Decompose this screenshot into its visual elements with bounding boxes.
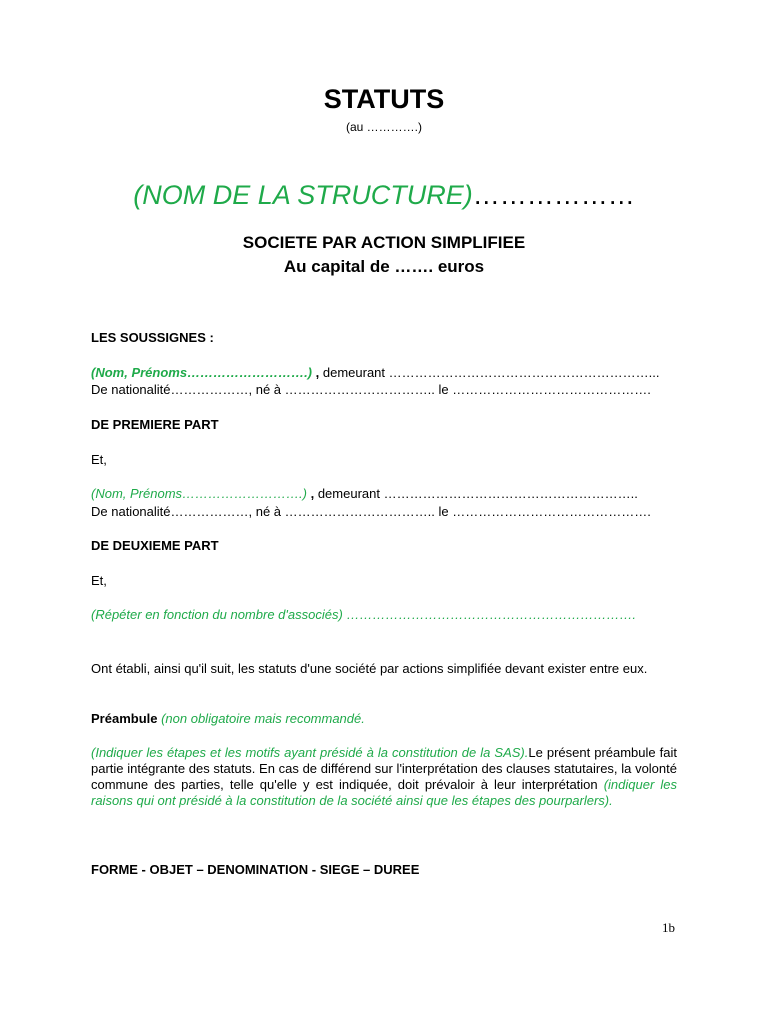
established-paragraph: Ont établi, ainsi qu'il suit, les statuts d'une société par actions simplifiée devant exister entre eux.: [91, 661, 648, 676]
page-number: 1b: [662, 920, 675, 935]
first-signatory-nationality: De nationalité………………, né à …………………………….. le ……………………………………….: [91, 382, 651, 397]
preamble-text: Le présent préambule fait partie intégrante des statuts. En cas de différend sur l'interprétation des clauses statutaires, la volonté commune des parties, telle qu'elle y est indiquée, doit prévaloir à leur interprétation: [91, 745, 677, 792]
first-signatory-comma: ,: [312, 365, 320, 380]
second-signatory-nationality: De nationalité………………, né à …………………………….. le ……………………………………….: [91, 504, 651, 519]
repeat-associates-note: (Répéter en fonction du nombre d'associés) ………………………………………………………….: [91, 607, 637, 622]
section-heading: FORME - OBJET – DENOMINATION - SIEGE – DUREE: [91, 862, 420, 877]
first-signatory-residence: demeurant ……………………………………………………...: [319, 365, 660, 380]
document-title: STATUTS: [323, 84, 445, 114]
et-separator-1: Et,: [91, 452, 107, 467]
repeat-associates-line: [91, 607, 677, 623]
first-signatory-placeholder: (Nom, Prénoms……………………….): [91, 365, 313, 380]
structure-name-dots: ………………: [472, 180, 635, 210]
second-signatory-placeholder: (Nom, Prénoms……………………….): [91, 486, 307, 501]
et-separator-2: Et,: [91, 573, 107, 588]
preamble-paragraph: [91, 745, 677, 809]
structure-name-line: [0, 180, 768, 211]
first-part-label: DE PREMIERE PART: [91, 417, 219, 432]
signatories-heading: LES SOUSSIGNES :: [91, 330, 214, 345]
preamble-note: (non obligatoire mais recommandé.: [157, 711, 365, 726]
preamble-instruction-2: (indiquer les raisons qui ont présidé à la constitution de la société ainsi que les étapes des pourparlers).: [91, 777, 677, 808]
capital-line: Au capital de ……. euros: [283, 257, 485, 276]
second-part-label: DE DEUXIEME PART: [91, 538, 219, 553]
second-signatory-comma: ,: [306, 486, 315, 501]
second-signatory-residence: demeurant …………………………………………………..: [314, 486, 638, 501]
second-signatory-name-line: [91, 486, 677, 502]
date-line: (au ………….): [345, 120, 422, 134]
structure-name-placeholder: (NOM DE LA STRUCTURE): [133, 180, 473, 210]
preamble-instruction: (Indiquer les étapes et les motifs ayant présidé à la constitution de la SAS).: [91, 745, 529, 760]
preamble-label: Préambule: [91, 711, 158, 726]
preamble-heading-line: [91, 711, 677, 727]
first-signatory-name-line: [91, 365, 677, 381]
company-form: SOCIETE PAR ACTION SIMPLIFIEE: [242, 233, 526, 252]
